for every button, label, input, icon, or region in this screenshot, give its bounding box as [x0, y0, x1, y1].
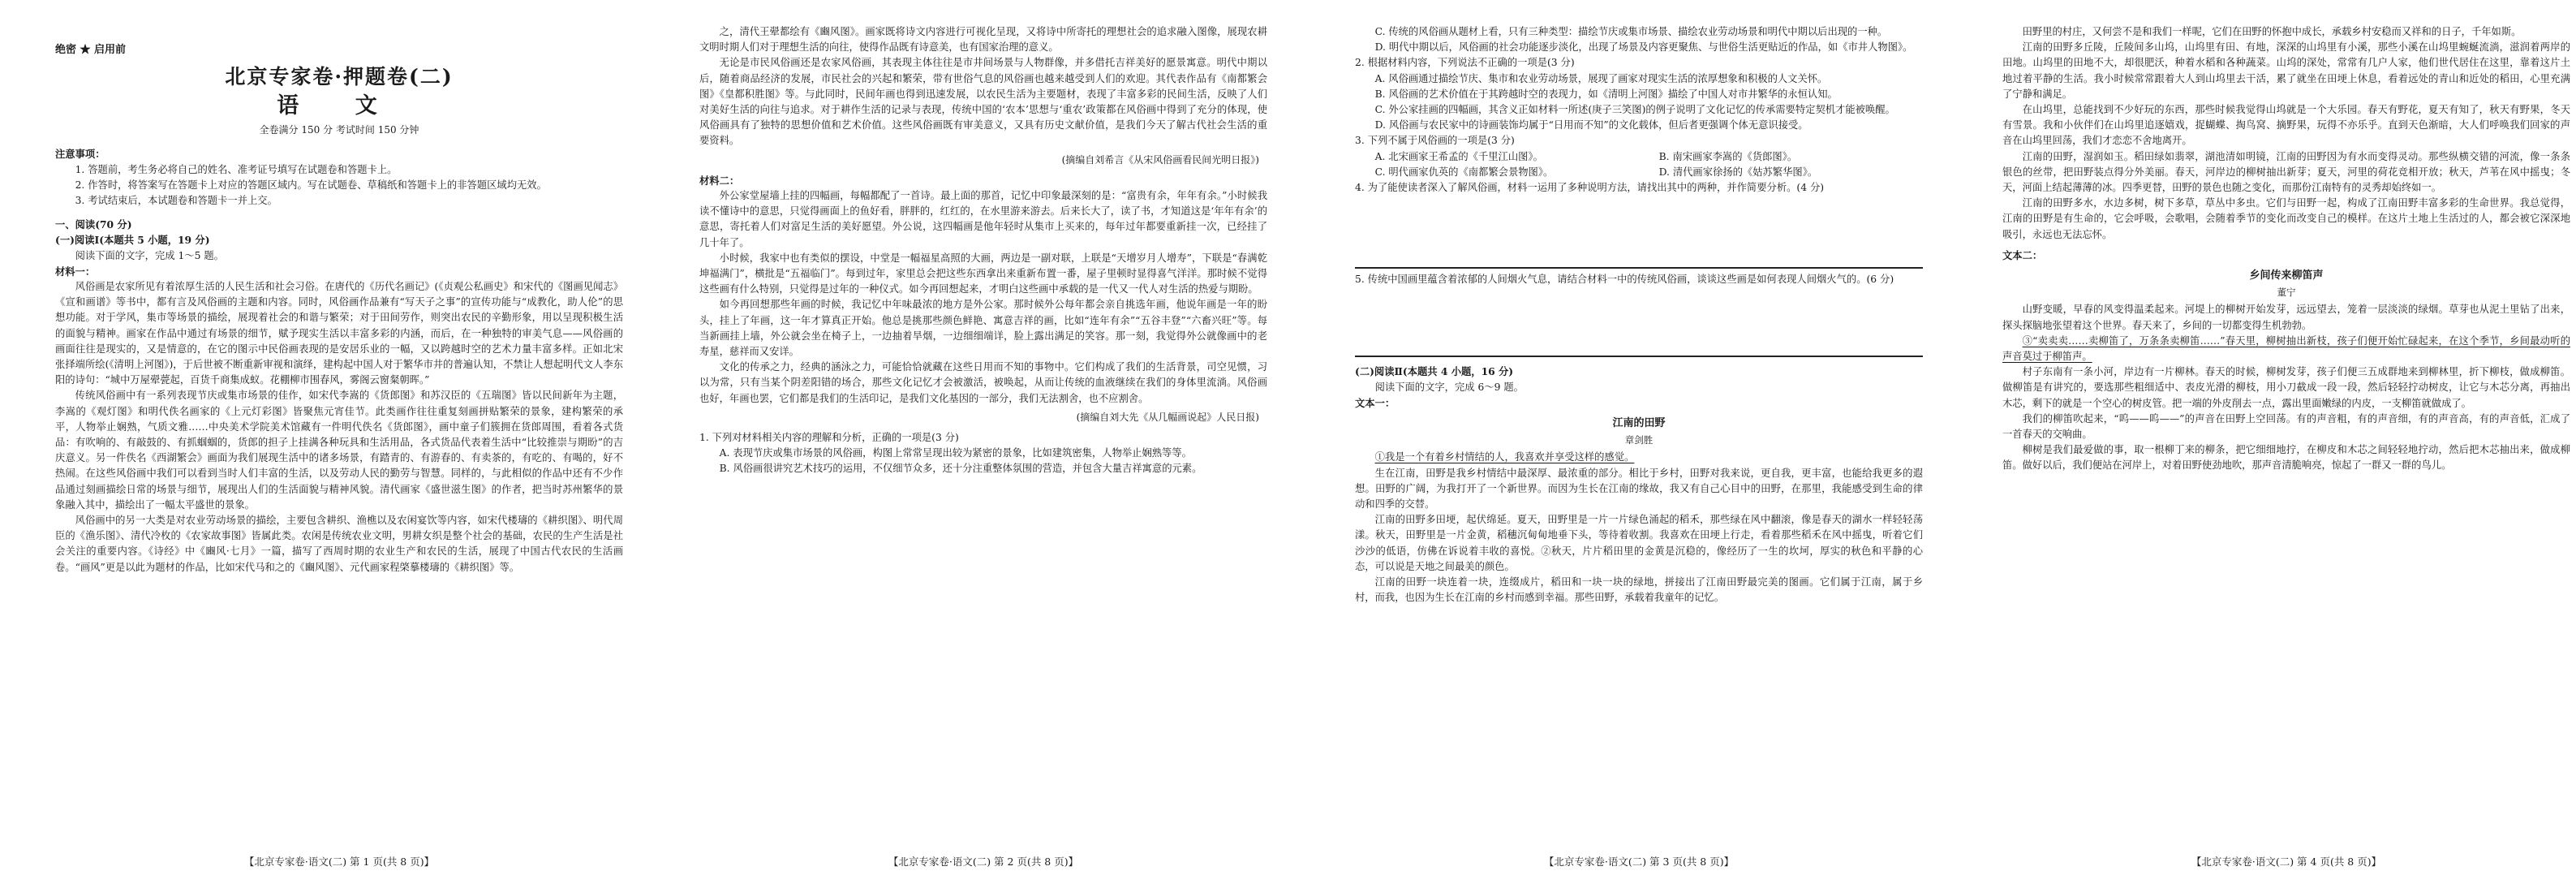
- page-1: [55, 24, 623, 869]
- paragraph: 风俗画是农家所见有着浓厚生活的人民生活和社会习俗。在唐代的《历代名画记》(《贞观公私画史》和宋代的《图画见闻志》《宣和画谱》等书中，都有言及风俗画的主题和内容。同时，风俗画作品兼有“写天子之事”的宣传功能与“成教化，助人伦”的思想功能。对于学风，集市等场景的描绘，展现着社会的和谐与繁荣；对于田间劳作，则突出农民的辛勤形象，用以呈现积极生活的面貌与精神。画家在作品中通过有场景的细节，赋予现实生活以丰富多彩的内涵，而后，在一种独特的审美气息——风俗画的画面往往是现实的，又是情意的，在它的图示中民俗画表现的是安居乐业的一幅，又以跨越时空的艺术力量丰富多样。正如北宋张择端所绘(《清明上河图》)，于后世被不断重新审视和演绎，建构起中国人对于繁华市井的普遍认知，不禁让人想起明代文人李东阳的诗句：“城中万屋翚甍起，百货千商集成蚁。花棚柳市围春风，雾阁云窗粲朝晖。”: [55, 281, 623, 386]
- paragraph: 村子东南有一条小河，岸边有一片柳林。春天的时候，柳树发芽，孩子们便三五成群地来到柳林里，折下柳枝，做成柳笛。做柳笛是有讲究的，要选那些粗细适中、表皮光滑的柳枝，用小刀截成一段一段，然后轻轻拧动树皮，让它与木芯分离，再抽出木芯，剩下的就是一个空心的树皮管。把一端的外皮削去一点，露出里面嫩绿的内皮，一支柳笛就做成了。: [2002, 366, 2570, 409]
- question-option: B. 风俗画很讲究艺术技巧的运用，不仅细节众多，还十分注重整体氛围的营造，并包含大量吉祥寓意的元素。: [719, 463, 1202, 475]
- page-footer: 【北京专家卷·语文(二) 第 3 页(共 8 页)】: [1543, 856, 1735, 868]
- question-stem: 1. 下列对材料相关内容的理解和分析，正确的一项是(3 分): [699, 432, 959, 444]
- essay-title: 乡间传来柳笛声: [2249, 269, 2324, 282]
- page-footer: 【北京专家卷·语文(二) 第 2 页(共 8 页)】: [888, 856, 1079, 868]
- paragraph: ③“卖卖卖……卖柳笛了，万条条卖柳笛……”春天里，柳树抽出新枝，孩子们便开始忙碌起来，在这个季节，乡间最动听的声音莫过于柳笛声。: [2002, 334, 2570, 363]
- secret-label: 绝密 ★ 启用前: [55, 44, 127, 56]
- paragraph: 风俗画中的另一大类是对农业劳动场景的描绘，主要包含耕织、渔樵以及农闲宴饮等内容，如宋代楼璹的《耕织图》、明代周臣的《渔乐图》、清代冷枚的《农家故事图》皆属此类。农闲是传统农业文明，男耕女织是整个社会的基础，农民的生产生活是社会关注的重要内容。《诗经》中《豳风·七月》一篇，描写了西周时期的农业生产和农民的生活，展现了中国古代农民的生活画卷。“画风”更是以此为题材的作品，比如宋代马和之的《豳风图》、元代画家程棨摹楼璹的《耕织图》等。: [55, 515, 623, 573]
- question-box: [1355, 267, 1923, 357]
- note-item: 1. 答题前，考生务必将自己的姓名、准考证号填写在试题卷和答题卡上。: [75, 163, 398, 175]
- material-label: 材料一：: [55, 265, 96, 278]
- paragraph: 江南的田野多水，水边多树，树下多草，草丛中多虫。它们与田野一起，构成了江南田野丰富多彩的生命世界。我总觉得，江南的田野是有生命的，它会呼吸，会歌唱，会随着季节的变化而改变自己的模样。在这片土地上生活过的人，都会被它深深地吸引，永远也无法忘怀。: [2002, 197, 2570, 240]
- question-option: D. 明代中期以后，风俗画的社会功能逐步淡化，出现了场景及内容更聚焦、与世俗生活更贴近的作品，如《市井人物图》。: [1374, 41, 1913, 54]
- option-row: [1355, 149, 1923, 165]
- reading-heading: (二)阅读Ⅱ(本题共 4 小题，16 分): [1355, 365, 1514, 378]
- exam-meta: 全卷满分 150 分 考试时间 150 分钟: [259, 124, 419, 136]
- question-stem: 4. 为了能使读者深入了解风俗画，材料一运用了多种说明方法，请找出其中的两种，并作简要分析。(4 分): [1355, 182, 1825, 194]
- page-4: [2002, 24, 2570, 869]
- option-row: [1355, 165, 1923, 180]
- subject-title: 语 文: [277, 93, 402, 119]
- paragraph: 外公家堂屋墙上挂的四幅画，每幅都配了一首诗。最上面的那首，记忆中印象最深刻的是：“富贵有余，年年有余。”小时候我读不懂诗中的意思，只觉得画面上的鱼好看，胖胖的，红红的，在水里游来游去。后来长大了，读了书，才知道这是‘年年有余’的意思，寄托着人们对富足生活的美好愿望。外公说，这四幅画是他年轻时从集市上买来的，每年过年都要重新挂一次，已经挂了几十年了。: [699, 190, 1267, 248]
- essay-title: 江南的田野: [1612, 417, 1666, 430]
- reading-instruction: 阅读下面的文字，完成 1～5 题。: [75, 249, 224, 261]
- material-label: 材料二：: [699, 174, 740, 187]
- reading-heading: (一)阅读Ⅰ(本题共 5 小题，19 分): [55, 234, 210, 247]
- paragraph: 江南的田野，湿润如玉。稻田绿如翡翠，湖池清如明镜，江南的田野因为有水而变得灵动。那些纵横交错的河流，像一条条银色的丝带，把田野装点得分外美丽。春天，河岸边的柳树抽出新芽；夏天，河里的荷花竞相开放；秋天，芦苇在风中摇曳；冬天，河面上结起薄薄的冰。四季更替，田野的景色也随之变化，而那份江南特有的灵秀却始终如一。: [2002, 150, 2570, 194]
- paragraph: 如今再回想那些年画的时候，我记忆中年味最浓的地方是外公家。那时候外公每年都会亲自挑选年画，他说年画是一年的盼头，挂上了年画，这一年才算真正开始。他总是挑那些颜色鲜艳、寓意吉祥的画，比如“连年有余”“五谷丰登”“六畜兴旺”等。每当新画挂上墙，外公就会坐在椅子上，一边抽着旱烟，一边细细端详，脸上露出满足的笑容。那一刻，我觉得外公就像画中的老寿星，慈祥而又安详。: [699, 299, 1267, 358]
- answer-space: [1355, 287, 1923, 352]
- source-citation: (摘编自刘希言《从宋风俗画看民间光明日报》): [1061, 153, 1259, 166]
- paragraph: 文化的传承之力，经典的涵泳之力，可能恰恰就藏在这些日用而不知的事物中。它们构成了我们的生活背景，司空见惯，习以为常，只有当某个阴差阳错的场合，那些文化记忆才会被激活，被唤起，从而让传统的血液继续在我们的身体里流淌。风俗画也好，年画也罢，它们都是我们的生活印记，是我们文化基因的一部分，我们无法割舍，也不应割舍。: [699, 361, 1267, 404]
- paragraph: ①我是一个有着乡村情结的人，我喜欢并享受这样的感觉。: [1374, 451, 1635, 463]
- question-option: D. 风俗画与农民家中的诗画装饰均属于“日用而不知”的文化载体，但后者更强调个体无意识接受。: [1374, 119, 1808, 131]
- section-heading: 一、阅读(70 分): [55, 218, 132, 231]
- paragraph: 小时候，我家中也有类似的摆设，中堂是一幅福星高照的大画，两边是一副对联，上联是“天增岁月人增寿”，下联是“春满乾坤福满门”，横批是“五福临门”。每到过年，家里总会把这些东西拿出来重新布置一番，屋子里顿时显得喜气洋洋。那时候不觉得这些画有什么特别，只觉得是过年的一种仪式。如今再回想起来，才明白这些画中承载的是一代又一代人对生活的热爱与期盼。: [699, 252, 1267, 295]
- question-option: B. 风俗画的艺术价值在于其跨越时空的表现力，如《清明上河图》描绘了中国人对市井繁华的永恒认知。: [1374, 88, 1838, 100]
- page-footer: 【北京专家卷·语文(二) 第 4 页(共 8 页)】: [2191, 856, 2382, 868]
- paragraph: 在山坞里，总能找到不少好玩的东西，那些时候我觉得山坞就是一个大乐园。春天有野花，夏天有知了，秋天有野果，冬天有雪景。我和小伙伴们在山坞里追逐嬉戏，捉蝴蝶、掏鸟窝、摘野果，玩得不亦乐乎。直到天色渐暗，大人们呼唤我们回家的声音在山坞里回荡，我们才恋恋不舍地离开。: [2002, 104, 2570, 147]
- exam-title: 北京专家卷·押题卷(二): [225, 65, 454, 89]
- text-label: 文本一：: [1355, 396, 1396, 409]
- note-item: 2. 作答时，将答案写在答题卡上对应的答题区域内。写在试题卷、草稿纸和答题卡上的非答题区域均无效。: [75, 179, 547, 191]
- paragraph: 无论是市民风俗画还是农家风俗画，其表现主体往往是市井间场景与人物群像，并多借托吉祥美好的愿景寓意。明代中期以后，随着商品经济的发展，市民社会的兴起和繁荣，带有世俗气息的风俗画也越来越受到人们的欢迎。其代表作品有《南都繁会图》《皇都积胜图》等。与此同时，民间年画也得到迅速发展，以农民生活为主要题材，表现了丰富多彩的民间生活，反映了人们对美好生活的向往与追求。对于耕作生活的记录与表现，传统中国的‘农本’思想与‘重农’政策都在风俗画中得到了充分的体现，使风俗画具有了独特的思想价值和艺术价值。这些风俗画既有审美意义，又具有历史文献价值，是我们今天了解古代社会生活的重要资料。: [699, 57, 1267, 147]
- question-stem: 5. 传统中国画里蕴含着浓郁的人间烟火气息，请结合材料一中的传统风俗画，谈谈这些画是如何表现人间烟火气的。(6 分): [1355, 274, 1894, 286]
- paragraph: 传统风俗画中有一系列表现节庆或集市场景的佳作，如宋代李嵩的《货郎图》和苏汉臣的《五瑞图》皆以民间新年为主题，李嵩的《观灯图》和明代佚名画家的《上元灯彩图》皆聚焦元宵佳节。此类画作往往重复刻画拼贴繁荣的景象，建构繁荣的承平，人物举止娴熟，气质文雅……中央美术学院美术馆藏有一件明代佚名《货郎图》，画中童子们簇拥在货郎周围，看着各式货品：有吹响的、有敲鼓的、有抓蝈蝈的，货郎的担子上挂满各种玩具和生活用品，各式货品代表着生活中“比较推崇与期盼”的吉庆意义。另一件佚名《西湖繁会》画面为我们展现生活中的诸多场景，有踏青的、有游春的、有卖茶的，有吃的、有喝的，好不热闹。在这些风俗画中我们可以看到当时人们丰富的生活，以及劳动人民的勤劳与智慧。同样的，与此相似的作品中还有不少作品通过刻画描绘日常的场景与细节，展现出人们的生活面貌与精神风貌。清代画家《盛世滋生图》的作者，把当时苏州繁华的景象融入其中，描绘出了一幅太平盛世的景象。: [55, 390, 623, 511]
- source-citation: (摘编自刘大先《从几幅画说起》人民日报): [1076, 411, 1259, 423]
- page-footer: 【北京专家卷·语文(二) 第 1 页(共 8 页)】: [243, 856, 435, 868]
- page-3: [1355, 24, 1923, 869]
- answer-space: [1355, 196, 1923, 261]
- paragraph: 江南的田野多田埂，起伏绵延。夏天，田野里是一片一片绿色涌起的稻禾，那些绿在风中翻滚，像是春天的湖水一样轻轻荡漾。秋天，田野里是一片金黄，稻穗沉甸甸地垂下头，等待着收割。我喜欢在田埂上行走，看着那些稻禾在风中摇曳，听着它们沙沙的低语，仿佛在诉说着丰收的喜悦。②秋天，片片稻田里的金黄是沉稳的，像经历了一生的坎坷，厚实的秋色和平静的心态，可以说是天地之间最美的颜色。: [1355, 514, 1923, 572]
- question-option: A. 北宋画家王希孟的《千里江山图》。: [1374, 150, 1543, 162]
- notes-heading: 注意事项：: [55, 148, 105, 161]
- paragraph: 柳树是我们最爱做的事，取一根柳丁来的柳条，把它细细地拧，在柳皮和木芯之间轻轻地拧动，然后把木芯抽出来，做成柳笛。做好以后，我们便站在河岸上，对着田野使劲地吹，那声音清脆响亮，惊起了一群又一群的鸟儿。: [2002, 444, 2570, 472]
- paragraph: 之，清代王翚都绘有《豳风图》。画家既将诗文内容进行可视化呈现，又将诗中所寄托的理想社会的追求融入图像，展现农耕文明时期人们对于理想生活的向往，使得作品既有诗意美，也有国家治理的意义。: [699, 26, 1267, 54]
- paragraph: 江南的田野多丘陵，丘陵间多山坞，山坞里有田、有地，深深的山坞里有小溪，那些小溪在山坞里蜿蜒流淌，滋润着两岸的田地。山坞里的田地不大，却很肥沃，种着水稻和各种蔬菜。山坞的深处，常常有几户人家，他们世代居住在这里，靠着这片土地过着平静的生活。我小时候常常跟着大人到山坞里去干活，累了就坐在田埂上休息，看着远处的青山和近处的稻田，心里充满了宁静和满足。: [2002, 41, 2570, 100]
- question-option: A. 表现节庆或集市场景的风俗画，构图上常常呈现出较为紧密的景象，比如建筑密集，人物举止娴熟等等。: [719, 447, 1192, 459]
- question-stem: 3. 下列不属于风俗画的一项是(3 分): [1355, 135, 1515, 147]
- question-option: C. 传统的风俗画从题材上看，只有三种类型：描绘节庆或集市场景、描绘农业劳动场景和明代中期以后出现的一种。: [1374, 26, 1888, 37]
- text-label: 文本二：: [2002, 248, 2043, 261]
- question-option: B. 南宋画家李嵩的《货郎图》。: [1658, 150, 1798, 162]
- question-option: D. 清代画家徐扬的《姑苏繁华图》。: [1658, 166, 1818, 178]
- essay-author: 章剑胜: [1624, 434, 1654, 446]
- paragraph: 山野变暖，早春的风变得温柔起来。河堤上的柳树开始发芽，远远望去，笼着一层淡淡的绿烟。草芽也从泥土里钻了出来，探头探脑地张望着这个世界。春天来了，乡间的一切都变得生机勃勃。: [2002, 304, 2570, 331]
- reading-instruction: 阅读下面的文字，完成 6～9 题。: [1374, 381, 1524, 393]
- paragraph: 田野里的村庄，又何尝不是和我们一样呢，它们在田野的怀抱中成长，承载乡村安稳而又祥和的日子，千年如斯。: [2022, 26, 2522, 37]
- page-2: [699, 24, 1267, 869]
- question-stem: 2. 根据材料内容，下列说法不正确的一项是(3 分): [1355, 57, 1575, 69]
- question-option: C. 明代画家仇英的《南都繁会景物图》。: [1374, 166, 1554, 178]
- question-option: C. 外公家挂画的四幅画，其含义正如材料一所述(庚子三笑图)的例子说明了文化记忆的传承需要特定契机才能被唤醒。: [1374, 104, 1895, 116]
- note-item: 3. 考试结束后，本试题卷和答题卡一并上交。: [75, 195, 277, 207]
- essay-author: 董宁: [2277, 287, 2296, 299]
- paragraph: 江南的田野一块连着一块，连缀成片，稻田和一块一块的绿地，拼接出了江南田野最完美的图画。它们属于江南，属于乡村，而我，也因为生长在江南的乡村而感到幸福。那些田野，承载着我童年的记忆。: [1355, 576, 1923, 604]
- paragraph: 我们的柳笛吹起来，“呜——呜——”的声音在田野上空回荡。有的声音粗，有的声音细，有的声音高，有的声音低，汇成了一首春天的交响曲。: [2002, 412, 2570, 441]
- paragraph: 生在江南，田野是我乡村情结中最深厚、最浓重的部分。相比于乡村，田野对我来说，更自我，更丰富，也能给我更多的遐想。田野的广阔，为我打开了一个新世界。而因为生长在江南的缘故，我又有自己心目中的田野，在那里，我能感受到生命的律动和四季的交替。: [1355, 467, 1923, 511]
- question-option: A. 风俗画通过描绘节庆、集市和农业劳动场景，展现了画家对现实生活的浓厚想象和积极的人文关怀。: [1374, 72, 1828, 84]
